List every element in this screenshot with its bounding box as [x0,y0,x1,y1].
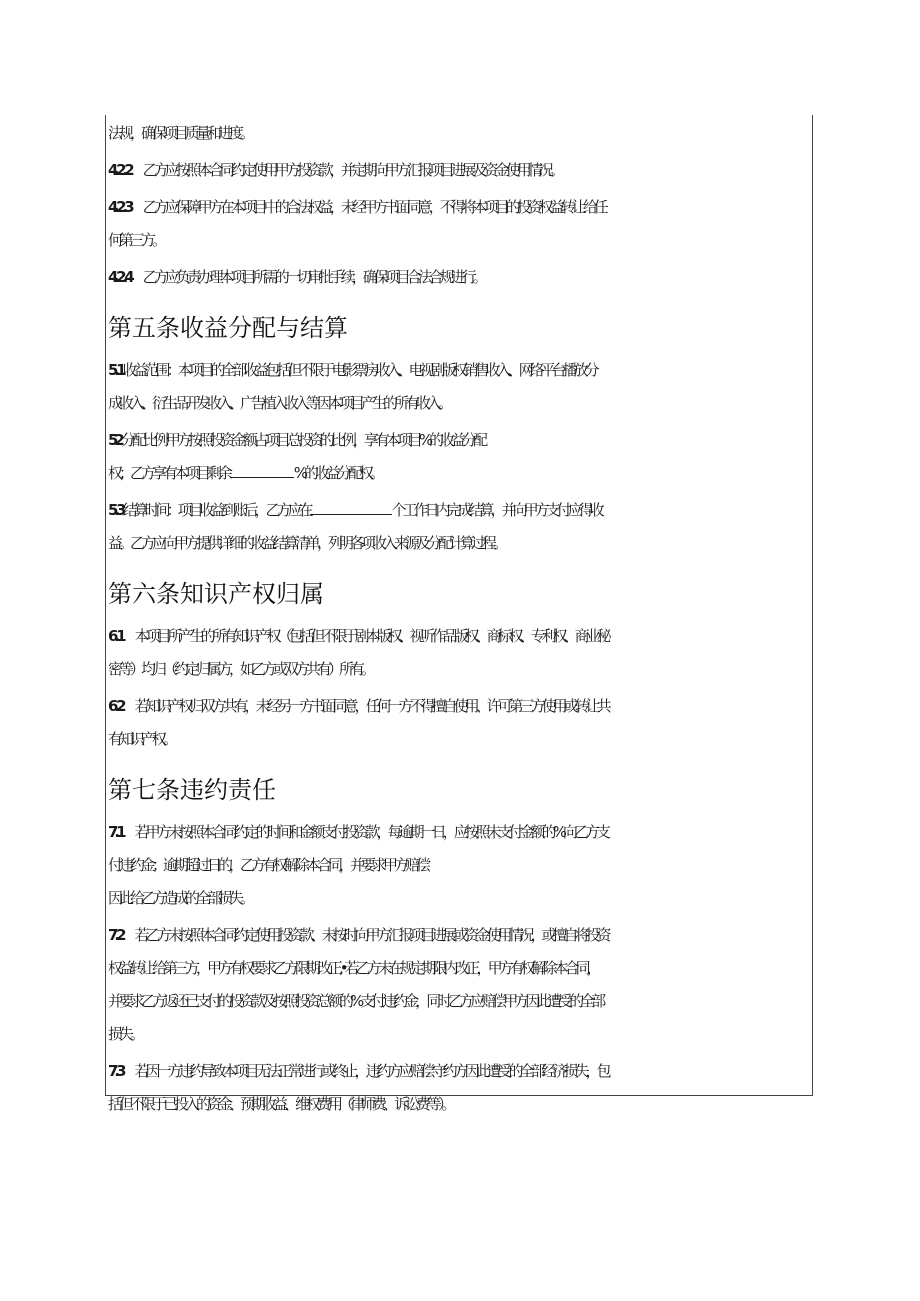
clause-number: 4.2.3 [108,198,131,216]
clause-text: 乙方应按照本合同约定使用甲方投资款，并定期向甲方汇报项目进展及资金使用情况。 [142,161,561,179]
text-line: 损失。 [108,1025,142,1043]
text-line: 并要求乙方返还已支付的投资款及按照投资总额的%支付违约金，同时乙方应赔偿甲方因此遭受的全部 [108,992,603,1010]
fill-in-blank [310,498,392,515]
clause-number: 4.2.4 [108,268,131,286]
clause-text: 结算时间：项目收益到账后，乙方应在 [122,501,310,519]
clause-number: 6.2 [108,697,123,715]
clause-text: 若甲方未按照本合同约定的时间和金额支付投资款，每逾期一日，应按照未支付金额的%向乙方支 [134,823,607,841]
clause-5-3 [108,494,810,560]
clause-text: 权；乙方享有本项目剩余 [108,464,230,482]
text-line: 益。乙方应向甲方提供详细的收益结算清单，列明各项收入来源及分配计算过程。 [108,534,505,552]
clause-5-1 [108,354,810,420]
section-heading-5: 第五条收益分配与结算 [108,314,348,342]
clause-text: 收益范围：本项目的全部收益包括但不限于电影票房收入、电视剧版权销售收入、网络平台播放分 [122,361,596,379]
text-line: 有知识产权。 [108,730,175,748]
clause-7-2 [108,919,810,1051]
clause-text: 本项目所产生的所有知识产权（包括但不限于剧本版权、视听作品版权、商标权、专利权、商业秘 [134,627,608,645]
clause-6-1 [108,620,810,686]
text-line: 因此给乙方造成的全部损失。 [108,889,252,907]
text-line: 括但不限于已投入的资金、预期收益、维权费用（律师费、诉讼费等）。 [108,1095,453,1113]
text-line: 成收入、衍生品开发收入、广告植入收入等因本项目产生的所有收入。 [108,394,450,412]
clause-text: 乙方应保障甲方在本项目中的合法权益，未经甲方书面同意，不得将本项目的投资权益转让给任 [142,198,605,216]
section-heading-7: 第七条违约责任 [108,776,276,804]
clause-text: 分配比例:甲方按照投资金额占项目总投资的比例，享有本项目%的收益分配 [120,431,485,449]
clause-number: 7.1 [108,823,123,841]
clause-text: 乙方应负责办理本项目所需的一切审批手续，确保项目合法合规进行。 [142,268,484,286]
clause-text: 若乙方未按照本合同约定使用投资款、未按时向甲方汇报项目进展或资金使用情况，或擅自将投资 [134,926,608,944]
clause-5-2 [108,424,810,490]
text-line: 何第三方。 [108,231,164,249]
text-line: 法规，确保项目质量和进度。 [108,124,252,142]
clause-7-1 [108,816,810,915]
clause-number: 52 [108,431,121,449]
text-line: 付违约金；逾期超过日的，乙方有权解除本合同，并要求甲方赔偿 [108,856,428,874]
clause-text: 若知识产权归双方共有，未经另一方书面同意，任何一方不得擅自使用、许可第三方使用或转让共 [134,697,608,715]
fill-in-blank [230,461,294,478]
clause-text: 个工作日内完成结算，并向甲方支付应得收 [391,501,601,519]
text-line: 密等）均归（约定归属方，如乙方或双方共有）所有。 [108,660,373,678]
section-heading-6: 第六条知识产权归属 [108,580,324,608]
clause-text: %的收益分配权。 [293,464,382,482]
clause-4-2-4 [108,261,810,294]
clause-number: 5.1 [108,361,123,379]
clause-number: 4.2.2 [108,161,131,179]
document-content [108,117,810,1125]
clause-number: 6.1 [108,627,123,645]
clause-number: 7.2 [108,926,123,944]
clause-4-2-3 [108,191,810,257]
clause-6-2 [108,690,810,756]
clause-number: 7.3 [108,1062,123,1080]
clause-number: 5.3 [108,501,123,519]
clause-text: 若因一方违约导致本项目无法正常进行或终止，违约方应赔偿守约方因此遭受的全部经济损失，包 [134,1062,608,1080]
clause-4-continuation [108,117,810,150]
clause-4-2-2 [108,154,810,187]
text-line: 权益转让给第三方，甲方有权要求乙方限期改正,•若乙方未在规定期限内改正，甲方有权解除本合同， [108,959,598,977]
clause-7-3 [108,1055,810,1121]
